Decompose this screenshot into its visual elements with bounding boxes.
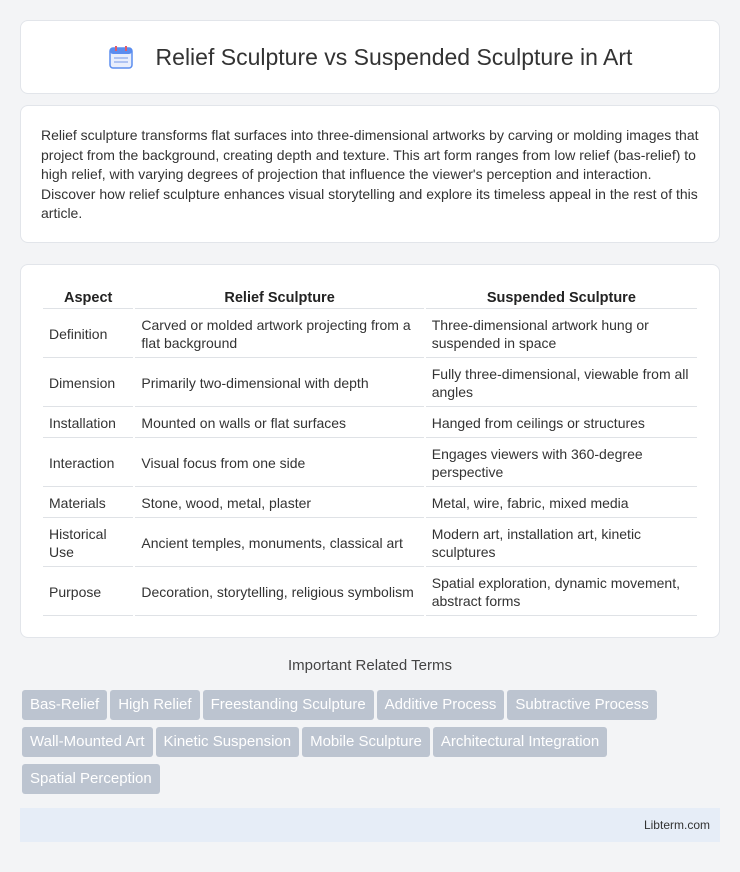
table-row	[43, 360, 697, 407]
table-header-row	[43, 287, 697, 309]
comparison-table	[41, 285, 699, 618]
intro-text: Relief sculpture transforms flat surfaces into three-dimensional artworks by carving or molding images that project from the background, creating depth and texture. This art form ranges from low relief (bas-relief) to high relief, with varying degrees of projection that influence the viewer's perception and interaction. Discover how relief sculpture enhances visual storytelling and explore its timeless appeal in the rest of this article.	[41, 127, 699, 222]
row-relief: Primarily two-dimensional with depth	[135, 360, 423, 407]
row-aspect: Purpose	[43, 569, 133, 616]
tag-freestanding-sculpture[interactable]: Freestanding Sculpture	[203, 690, 374, 720]
page-title: Relief Sculpture vs Suspended Sculpture in Art	[155, 43, 633, 70]
row-aspect: Definition	[43, 311, 133, 358]
row-relief: Ancient temples, monuments, classical art	[135, 520, 423, 567]
related-terms-title: Important Related Terms	[288, 657, 452, 674]
row-suspended: Hanged from ceilings or structures	[426, 409, 697, 438]
row-suspended: Engages viewers with 360-degree perspective	[426, 440, 697, 487]
row-suspended: Modern art, installation art, kinetic sculptures	[426, 520, 697, 567]
header-suspended: Suspended Sculpture	[426, 287, 697, 309]
row-relief: Stone, wood, metal, plaster	[135, 489, 423, 518]
tag-wall-mounted-art[interactable]: Wall-Mounted Art	[22, 727, 153, 757]
row-suspended: Fully three-dimensional, viewable from all angles	[426, 360, 697, 407]
row-suspended: Metal, wire, fabric, mixed media	[426, 489, 697, 518]
table-row	[43, 440, 697, 487]
row-suspended: Spatial exploration, dynamic movement, abstract forms	[426, 569, 697, 616]
row-relief: Mounted on walls or flat surfaces	[135, 409, 423, 438]
table-row	[43, 489, 697, 518]
row-relief: Decoration, storytelling, religious symbolism	[135, 569, 423, 616]
header-aspect: Aspect	[43, 287, 133, 309]
tag-architectural-integration[interactable]: Architectural Integration	[433, 727, 607, 757]
footer	[20, 808, 720, 842]
table-row	[43, 311, 697, 358]
row-relief: Carved or molded artwork projecting from a flat background	[135, 311, 423, 358]
calendar-icon	[108, 44, 134, 70]
tag-additive-process[interactable]: Additive Process	[377, 690, 505, 720]
row-aspect: Installation	[43, 409, 133, 438]
tag-mobile-sculpture[interactable]: Mobile Sculpture	[302, 727, 430, 757]
intro-card	[20, 105, 720, 243]
tag-bas-relief[interactable]: Bas-Relief	[22, 690, 107, 720]
table-row	[43, 569, 697, 616]
tag-spatial-perception[interactable]: Spatial Perception	[22, 764, 160, 794]
row-relief: Visual focus from one side	[135, 440, 423, 487]
footer-link[interactable]: Libterm.com	[643, 818, 710, 832]
tag-high-relief[interactable]: High Relief	[110, 690, 199, 720]
row-suspended: Three-dimensional artwork hung or suspended in space	[426, 311, 697, 358]
row-aspect: Historical Use	[43, 520, 133, 567]
comparison-table-card	[20, 264, 720, 638]
tag-subtractive-process[interactable]: Subtractive Process	[507, 690, 656, 720]
header-card	[20, 20, 720, 94]
row-aspect: Interaction	[43, 440, 133, 487]
row-aspect: Materials	[43, 489, 133, 518]
related-terms-list	[22, 690, 722, 801]
header-relief: Relief Sculpture	[135, 287, 423, 309]
row-aspect: Dimension	[43, 360, 133, 407]
table-row	[43, 520, 697, 567]
table-row	[43, 409, 697, 438]
tag-kinetic-suspension[interactable]: Kinetic Suspension	[156, 727, 300, 757]
